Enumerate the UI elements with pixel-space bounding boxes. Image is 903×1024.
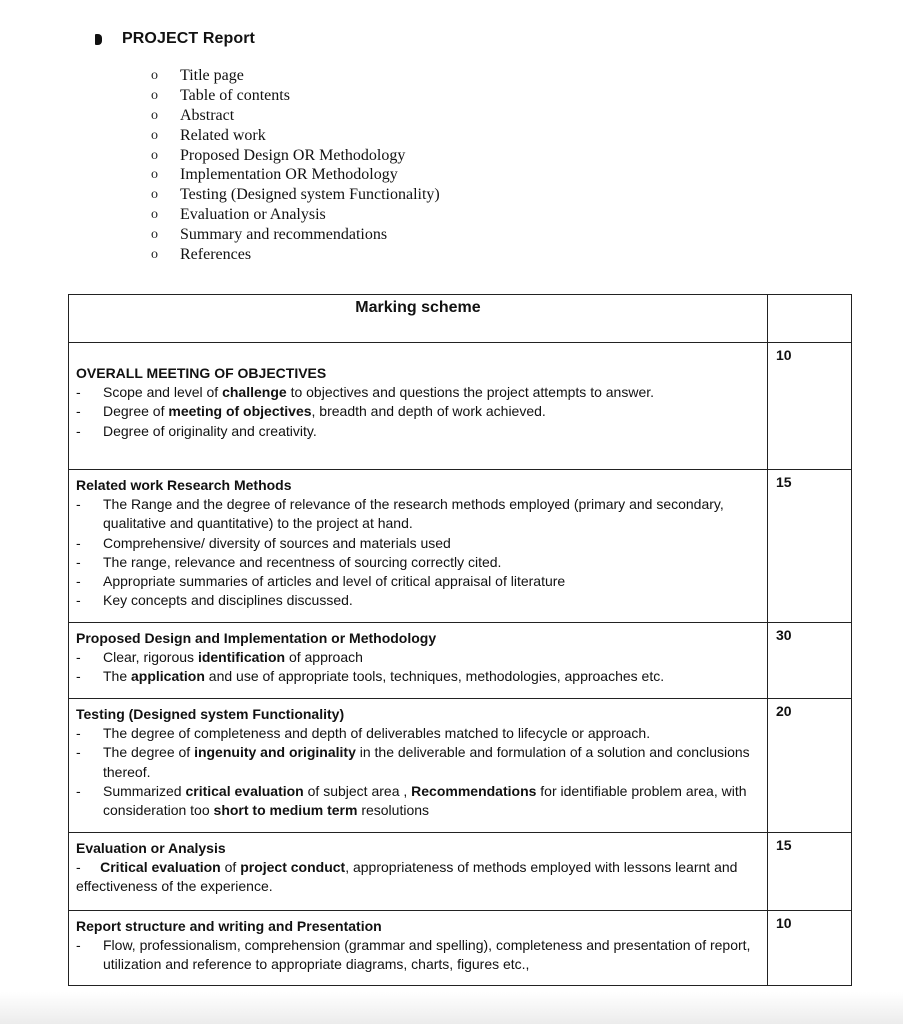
criterion-title: Proposed Design and Implementation or Methodology — [76, 630, 437, 646]
list-item: - The range, relevance and recentness of sourcing correctly cited. — [76, 553, 502, 570]
outline-item: o Abstract — [151, 106, 235, 124]
list-item: - Degree of originality and creativity. — [76, 422, 317, 439]
table-row — [69, 911, 852, 986]
score-cell — [768, 699, 852, 833]
score-cell — [768, 911, 852, 986]
circle-bullet-icon: o — [151, 247, 158, 263]
criterion-bullets — [76, 936, 759, 974]
list-item: - Comprehensive/ diversity of sources and materials used — [76, 534, 451, 551]
table-title: Marking scheme — [355, 299, 481, 316]
table-row — [69, 833, 852, 911]
outline-item: o Title page — [151, 67, 244, 84]
criterion-cell — [69, 833, 768, 911]
table-row — [69, 343, 852, 470]
criterion-cell — [69, 470, 768, 623]
criterion-title: Testing (Designed system Functionality) — [76, 706, 345, 722]
criterion-note: - Critical evaluation of project conduct, appropriateness of methods employed with lessons learnt and effectiveness of the experience. — [76, 859, 738, 895]
criterion-bullets — [76, 724, 759, 820]
list-item: - Key concepts and disciplines discussed. — [76, 592, 353, 609]
outline-item: o Testing (Designed system Functionality) — [151, 186, 440, 204]
list-item: - The application and use of appropriate tools, techniques, methodologies, approaches etc. — [76, 668, 665, 685]
list-item: - Summarized critical evaluation of subject area , Recommendations for identifiable problem area, with consideration too short to medium term resolutions — [76, 782, 747, 819]
marking-scheme-table — [68, 294, 852, 986]
score-cell — [768, 833, 852, 911]
circle-bullet-icon: o — [151, 167, 158, 183]
criterion-cell — [69, 699, 768, 833]
bullet-icon — [95, 34, 102, 45]
circle-bullet-icon: o — [151, 207, 158, 223]
score-value: 15 — [776, 474, 792, 490]
list-item: - Scope and level of challenge to objectives and questions the project attempts to answer. — [76, 384, 655, 401]
list-item: - Appropriate summaries of articles and level of critical appraisal of literature — [76, 573, 566, 590]
criterion-cell — [69, 623, 768, 699]
table-header-cell — [69, 295, 768, 343]
table-row — [69, 623, 852, 699]
list-item: - The degree of ingenuity and originality in the deliverable and formulation of a solution and conclusions thereof. — [76, 744, 750, 780]
criterion-bullets — [76, 648, 759, 686]
outline-item: o References — [151, 246, 252, 264]
score-value: 30 — [776, 627, 792, 643]
outline-item: o Related work — [151, 126, 266, 144]
circle-bullet-icon: o — [151, 227, 158, 243]
criterion-cell — [69, 343, 768, 470]
circle-bullet-icon: o — [151, 107, 158, 123]
circle-bullet-icon: o — [151, 187, 158, 203]
score-value: 10 — [776, 347, 792, 363]
table-row — [69, 699, 852, 833]
circle-bullet-icon: o — [151, 147, 158, 163]
list-item: - The Range and the degree of relevance of the research methods employed (primary and secondary, qualitative and quantitative) to the project at hand. — [76, 496, 724, 532]
score-value: 15 — [776, 837, 792, 853]
list-item: - Clear, rigorous identification of approach — [76, 649, 363, 666]
outline-item: o Table of contents — [151, 86, 290, 104]
criterion-title: Report structure and writing and Presentation — [76, 918, 382, 934]
score-header-cell — [768, 295, 852, 343]
circle-bullet-icon: o — [151, 127, 158, 143]
section-heading — [95, 30, 255, 48]
score-cell — [768, 470, 852, 623]
report-outline-list — [151, 66, 440, 265]
criterion-title: Evaluation or Analysis — [76, 840, 226, 856]
table-row — [69, 470, 852, 623]
score-value: 20 — [776, 703, 792, 719]
score-cell — [768, 623, 852, 699]
circle-bullet-icon: o — [151, 87, 158, 103]
circle-bullet-icon: o — [151, 68, 158, 83]
criterion-title: Related work Research Methods — [76, 477, 292, 493]
criterion-bullets — [76, 495, 759, 610]
outline-item: o Summary and recommendations — [151, 226, 388, 244]
criterion-bullets — [76, 383, 759, 441]
list-item: - Degree of meeting of objectives, breadth and depth of work achieved. — [76, 403, 546, 420]
table-header-row — [69, 295, 852, 343]
page-bottom-shadow — [0, 992, 903, 1024]
criterion-cell — [69, 911, 768, 986]
outline-item: o Implementation OR Methodology — [151, 166, 398, 184]
score-value: 10 — [776, 915, 792, 931]
list-item: - The degree of completeness and depth of deliverables matched to lifecycle or approach. — [76, 725, 651, 742]
criterion-title: OVERALL MEETING OF OBJECTIVES — [76, 365, 327, 381]
score-cell — [768, 343, 852, 470]
section-title: PROJECT Report — [122, 30, 255, 47]
outline-item: o Evaluation or Analysis — [151, 206, 326, 224]
outline-item: o Proposed Design OR Methodology — [151, 146, 406, 164]
list-item: - Flow, professionalism, comprehension (grammar and spelling), completeness and presentation of report, utilization and reference to appropriate diagrams, charts, figures etc., — [76, 937, 751, 973]
